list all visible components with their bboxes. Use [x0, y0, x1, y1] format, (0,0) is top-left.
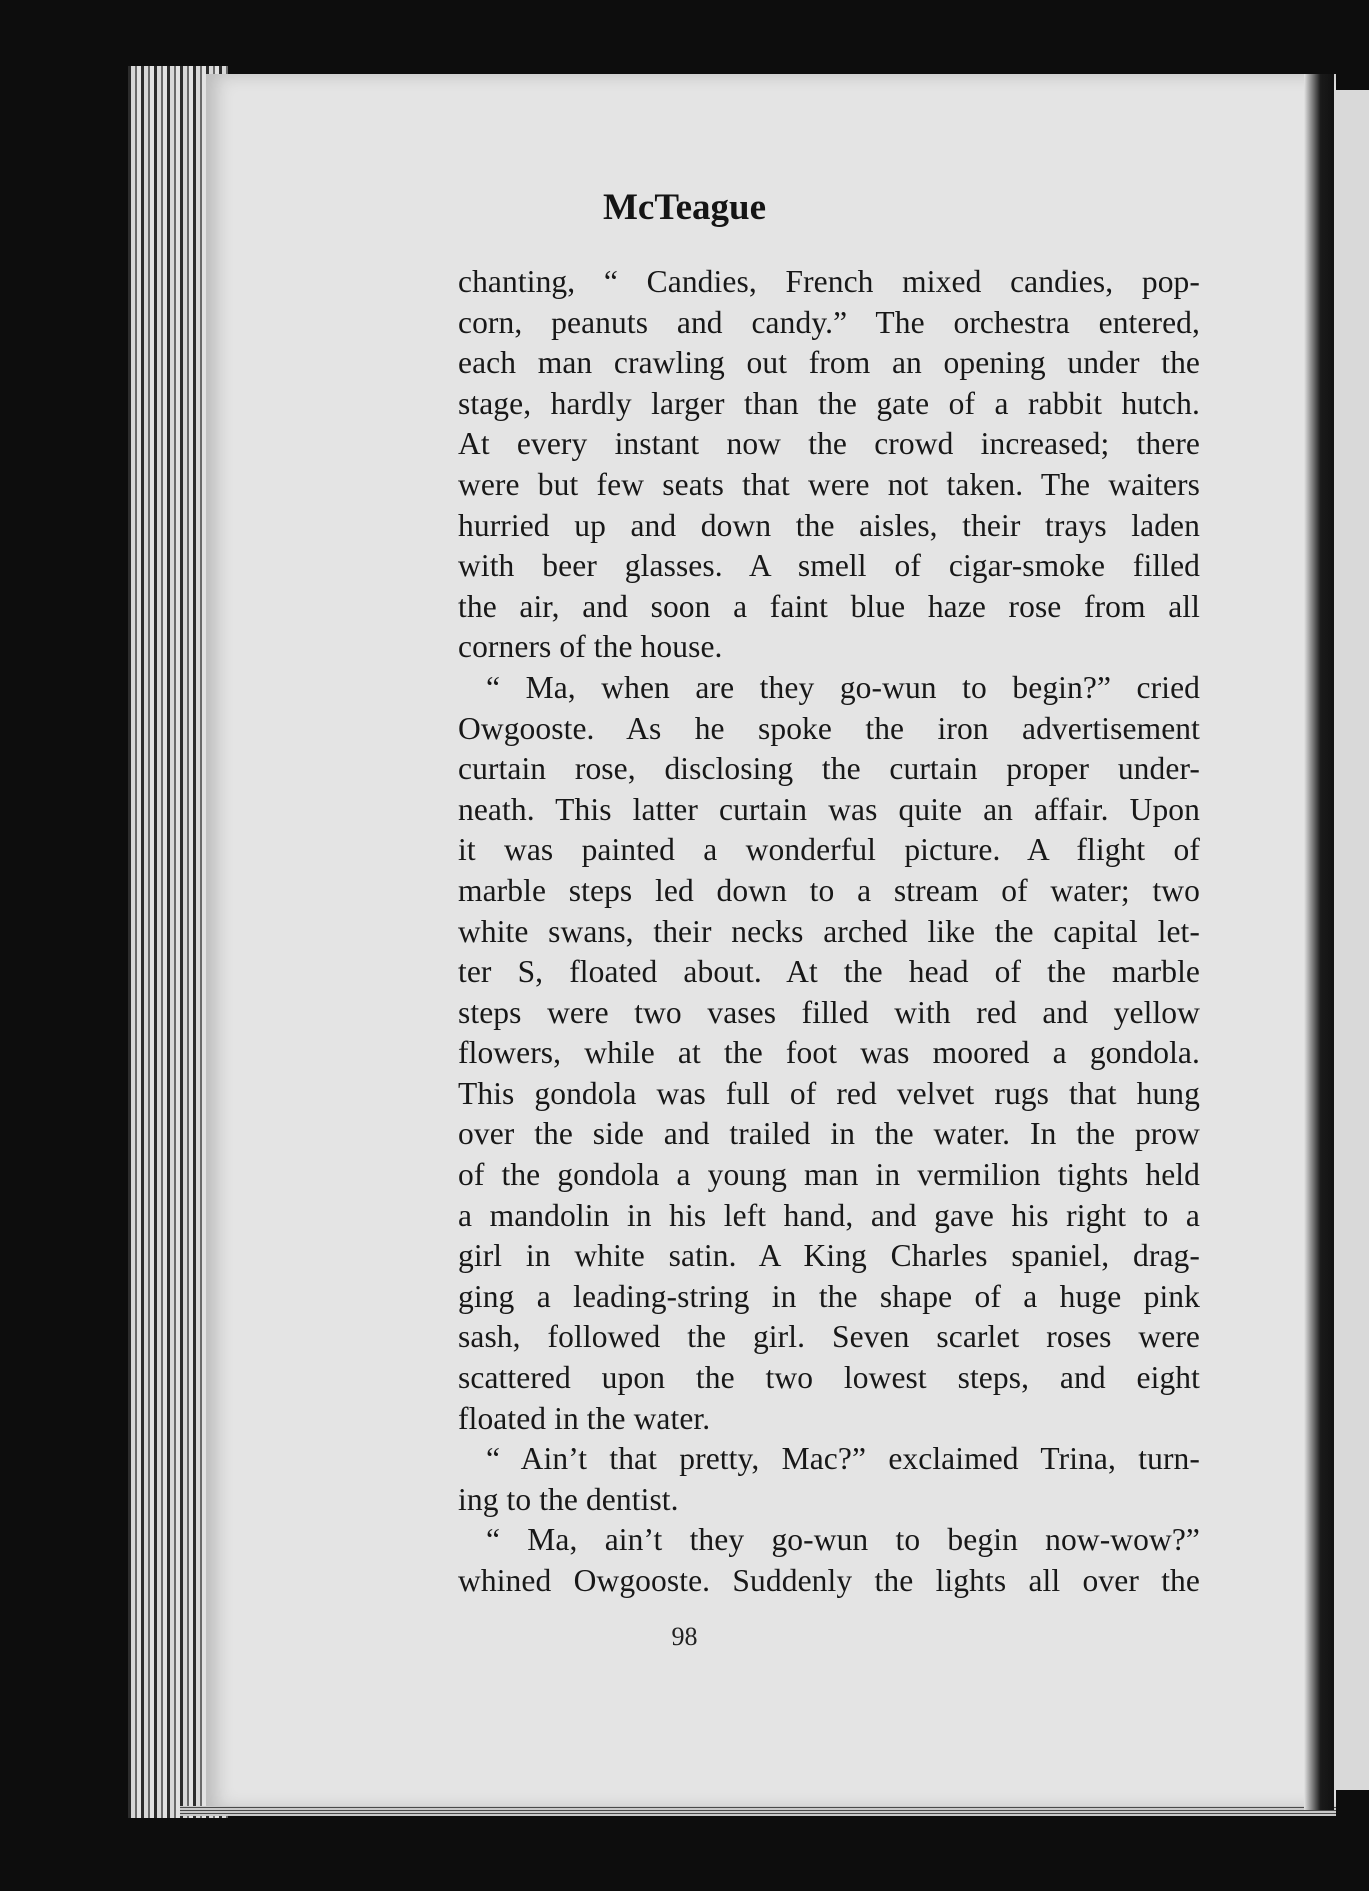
binding-gutter — [1304, 74, 1334, 1810]
text-line: girl in white satin. A King Charles spaniel, drag- — [458, 1238, 1200, 1274]
text-line: of the gondola a young man in vermilion tights held — [458, 1157, 1200, 1193]
text-line: a mandolin in his left hand, and gave his right to a — [458, 1197, 1200, 1233]
text-line: with beer glasses. A smell of cigar-smoke filled — [458, 548, 1200, 584]
text-line: floated in the water. — [458, 1400, 711, 1436]
text-line: steps were two vases filled with red and yellow — [458, 994, 1200, 1030]
text-line: Owgooste. As he spoke the iron advertisement — [458, 710, 1200, 746]
text-line: it was painted a wonderful picture. A flight of — [458, 832, 1200, 868]
text-line: white swans, their necks arched like the capital let- — [458, 913, 1200, 949]
text-line: neath. This latter curtain was quite an affair. Upon — [458, 791, 1200, 827]
text-line: whined Owgooste. Suddenly the lights all over the — [458, 1563, 1200, 1598]
text-line: ter S, floated about. At the head of the marble — [458, 954, 1200, 990]
text-line: over the side and trailed in the water. In the prow — [458, 1116, 1200, 1152]
text-line: corners of the house. — [458, 629, 723, 665]
text-line: stage, hardly larger than the gate of a rabbit hutch. — [458, 385, 1200, 421]
text-line: At every instant now the crowd increased; there — [458, 426, 1200, 462]
text-line: “ Ma, ain’t they go-wun to begin now-wow?” — [486, 1522, 1200, 1558]
text-line: sash, followed the girl. Seven scarlet roses were — [458, 1319, 1200, 1355]
text-line: each man crawling out from an opening under the — [458, 345, 1200, 381]
page-number: 98 — [671, 1622, 698, 1651]
running-head: McTeague — [602, 187, 767, 228]
text-line: curtain rose, disclosing the curtain proper under- — [458, 751, 1200, 787]
text-line: This gondola was full of red velvet rugs that hung — [458, 1075, 1200, 1111]
text-line: “ Ma, when are they go-wun to begin?” cried — [486, 669, 1200, 705]
text-line: ging a leading-string in the shape of a huge pink — [458, 1278, 1200, 1314]
text-line: corn, peanuts and candy.” The orchestra entered, — [458, 304, 1200, 340]
body-text — [458, 262, 1200, 1602]
text-line: were but few seats that were not taken. The waiters — [458, 466, 1200, 502]
text-line: hurried up and down the aisles, their trays laden — [458, 507, 1200, 543]
text-line: ing to the dentist. — [458, 1481, 679, 1517]
text-line: the air, and soon a faint blue haze rose from all — [458, 588, 1200, 624]
adjacent-page-sliver — [1334, 90, 1369, 1790]
text-line: scattered upon the two lowest steps, and eight — [458, 1360, 1200, 1396]
page-bottom-edge — [180, 1806, 1336, 1816]
text-line: flowers, while at the foot was moored a gondola. — [458, 1035, 1200, 1071]
text-line: marble steps led down to a stream of water; two — [458, 872, 1200, 908]
text-line: chanting, “ Candies, French mixed candies, pop- — [458, 264, 1200, 299]
text-line: “ Ain’t that pretty, Mac?” exclaimed Trina, turn- — [486, 1441, 1200, 1477]
